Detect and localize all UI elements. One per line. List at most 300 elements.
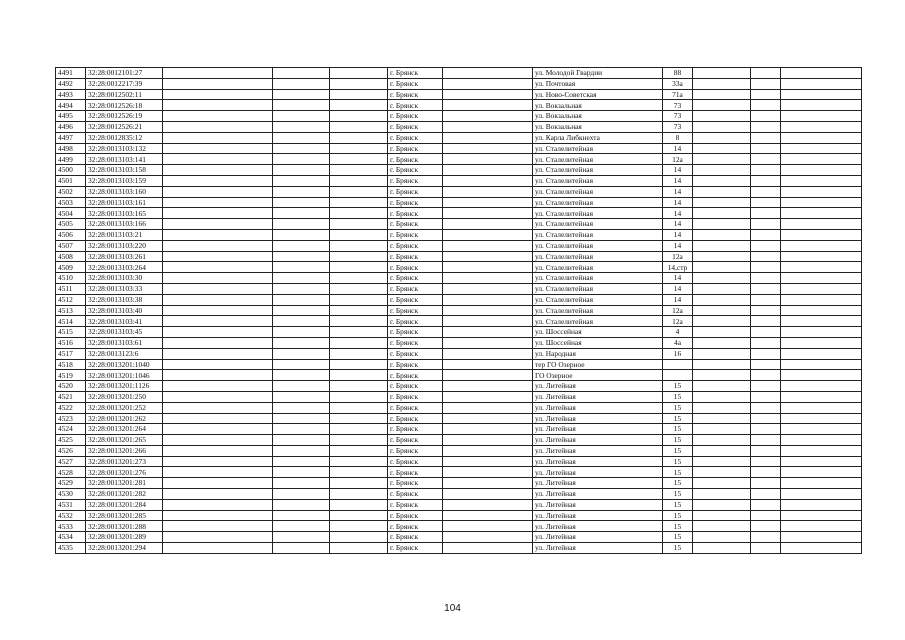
row-number-cell: 4509 <box>56 262 86 273</box>
empty-cell <box>163 467 273 478</box>
empty-cell <box>693 543 751 554</box>
city-cell: г. Брянск <box>388 337 443 348</box>
empty-cell <box>443 445 533 456</box>
empty-cell <box>751 165 781 176</box>
city-cell: г. Брянск <box>388 100 443 111</box>
empty-cell <box>273 175 330 186</box>
house-number-cell: 14 <box>663 143 693 154</box>
empty-cell <box>781 532 862 543</box>
empty-cell <box>330 262 388 273</box>
empty-cell <box>443 251 533 262</box>
city-cell: г. Брянск <box>388 499 443 510</box>
street-cell: ул. Литейная <box>533 467 663 478</box>
row-number-cell: 4526 <box>56 445 86 456</box>
empty-cell <box>330 186 388 197</box>
city-cell: г. Брянск <box>388 240 443 251</box>
empty-cell <box>751 186 781 197</box>
empty-cell <box>443 219 533 230</box>
street-cell: ул. Сталелитейная <box>533 316 663 327</box>
house-number-cell: 14 <box>663 208 693 219</box>
row-number-cell: 4510 <box>56 273 86 284</box>
empty-cell <box>693 240 751 251</box>
cadastral-number-cell: 32:28:0013201:252 <box>86 402 163 413</box>
row-number-cell: 4497 <box>56 132 86 143</box>
empty-cell <box>693 273 751 284</box>
empty-cell <box>443 262 533 273</box>
table-row <box>56 78 862 89</box>
table-row <box>56 229 862 240</box>
empty-cell <box>330 370 388 381</box>
empty-cell <box>330 381 388 392</box>
empty-cell <box>163 316 273 327</box>
empty-cell <box>273 316 330 327</box>
empty-cell <box>693 121 751 132</box>
empty-cell <box>781 283 862 294</box>
empty-cell <box>273 467 330 478</box>
empty-cell <box>163 78 273 89</box>
city-cell: г. Брянск <box>388 197 443 208</box>
empty-cell <box>751 456 781 467</box>
empty-cell <box>443 240 533 251</box>
city-cell: г. Брянск <box>388 294 443 305</box>
table-body <box>56 68 862 554</box>
cadastral-number-cell: 32:28:0013201:276 <box>86 467 163 478</box>
empty-cell <box>163 391 273 402</box>
house-number-cell: 88 <box>663 68 693 79</box>
empty-cell <box>693 78 751 89</box>
empty-cell <box>781 100 862 111</box>
table-row <box>56 489 862 500</box>
empty-cell <box>751 478 781 489</box>
empty-cell <box>163 337 273 348</box>
table-row <box>56 521 862 532</box>
table-row <box>56 499 862 510</box>
empty-cell <box>781 402 862 413</box>
house-number-cell: 4 <box>663 327 693 338</box>
empty-cell <box>443 294 533 305</box>
street-cell: ул. Литейная <box>533 478 663 489</box>
empty-cell <box>781 499 862 510</box>
empty-cell <box>163 175 273 186</box>
street-cell: ул. Сталелитейная <box>533 283 663 294</box>
street-cell: ул. Литейная <box>533 435 663 446</box>
house-number-cell: 14 <box>663 240 693 251</box>
empty-cell <box>330 327 388 338</box>
empty-cell <box>273 100 330 111</box>
empty-cell <box>163 521 273 532</box>
table-row <box>56 273 862 284</box>
empty-cell <box>443 359 533 370</box>
row-number-cell: 4527 <box>56 456 86 467</box>
empty-cell <box>751 229 781 240</box>
empty-cell <box>163 294 273 305</box>
empty-cell <box>273 435 330 446</box>
street-cell: ул. Молодой Гвардии <box>533 68 663 79</box>
empty-cell <box>443 111 533 122</box>
empty-cell <box>330 143 388 154</box>
city-cell: г. Брянск <box>388 327 443 338</box>
empty-cell <box>693 391 751 402</box>
row-number-cell: 4514 <box>56 316 86 327</box>
street-cell: ул. Литейная <box>533 532 663 543</box>
empty-cell <box>751 510 781 521</box>
empty-cell <box>781 229 862 240</box>
empty-cell <box>163 478 273 489</box>
city-cell: г. Брянск <box>388 510 443 521</box>
row-number-cell: 4511 <box>56 283 86 294</box>
empty-cell <box>330 424 388 435</box>
empty-cell <box>330 100 388 111</box>
empty-cell <box>751 294 781 305</box>
row-number-cell: 4498 <box>56 143 86 154</box>
table-row <box>56 283 862 294</box>
street-cell: ул. Сталелитейная <box>533 251 663 262</box>
empty-cell <box>781 359 862 370</box>
empty-cell <box>693 478 751 489</box>
empty-cell <box>273 78 330 89</box>
empty-cell <box>781 165 862 176</box>
empty-cell <box>693 467 751 478</box>
empty-cell <box>330 175 388 186</box>
city-cell: г. Брянск <box>388 111 443 122</box>
city-cell: г. Брянск <box>388 78 443 89</box>
city-cell: г. Брянск <box>388 251 443 262</box>
house-number-cell: 15 <box>663 532 693 543</box>
street-cell: ул. Сталелитейная <box>533 186 663 197</box>
empty-cell <box>443 208 533 219</box>
empty-cell <box>751 316 781 327</box>
street-cell: ул. Литейная <box>533 402 663 413</box>
empty-cell <box>273 294 330 305</box>
empty-cell <box>693 175 751 186</box>
house-number-cell: 15 <box>663 445 693 456</box>
empty-cell <box>781 89 862 100</box>
empty-cell <box>273 165 330 176</box>
table-row <box>56 68 862 79</box>
city-cell: г. Брянск <box>388 283 443 294</box>
cadastral-number-cell: 32:28:0013201:273 <box>86 456 163 467</box>
empty-cell <box>443 391 533 402</box>
empty-cell <box>693 456 751 467</box>
table-row <box>56 543 862 554</box>
city-cell: г. Брянск <box>388 316 443 327</box>
empty-cell <box>273 111 330 122</box>
city-cell: г. Брянск <box>388 165 443 176</box>
empty-cell <box>330 197 388 208</box>
empty-cell <box>693 251 751 262</box>
empty-cell <box>443 510 533 521</box>
empty-cell <box>781 111 862 122</box>
row-number-cell: 4503 <box>56 197 86 208</box>
empty-cell <box>330 467 388 478</box>
house-number-cell: 14,стр <box>663 262 693 273</box>
cadastral-number-cell: 32:28:0013103:159 <box>86 175 163 186</box>
empty-cell <box>781 413 862 424</box>
empty-cell <box>781 154 862 165</box>
house-number-cell: 15 <box>663 435 693 446</box>
row-number-cell: 4535 <box>56 543 86 554</box>
row-number-cell: 4513 <box>56 305 86 316</box>
empty-cell <box>781 435 862 446</box>
empty-cell <box>693 402 751 413</box>
empty-cell <box>163 154 273 165</box>
empty-cell <box>751 132 781 143</box>
empty-cell <box>693 165 751 176</box>
empty-cell <box>751 359 781 370</box>
row-number-cell: 4524 <box>56 424 86 435</box>
table-row <box>56 111 862 122</box>
cadastral-number-cell: 32:28:0013201:281 <box>86 478 163 489</box>
empty-cell <box>273 143 330 154</box>
empty-cell <box>443 435 533 446</box>
city-cell: г. Брянск <box>388 132 443 143</box>
empty-cell <box>751 219 781 230</box>
street-cell: ул. Вокзальная <box>533 100 663 111</box>
table-row <box>56 240 862 251</box>
empty-cell <box>330 391 388 402</box>
cadastral-number-cell: 32:28:0012502:11 <box>86 89 163 100</box>
table-row <box>56 294 862 305</box>
empty-cell <box>330 337 388 348</box>
street-cell: ул. Сталелитейная <box>533 229 663 240</box>
empty-cell <box>330 305 388 316</box>
empty-cell <box>273 348 330 359</box>
city-cell: г. Брянск <box>388 370 443 381</box>
street-cell: ул. Карла Либкнехта <box>533 132 663 143</box>
empty-cell <box>693 132 751 143</box>
cadastral-number-cell: 32:28:0012217:39 <box>86 78 163 89</box>
city-cell: г. Брянск <box>388 489 443 500</box>
empty-cell <box>163 370 273 381</box>
table-row <box>56 402 862 413</box>
cadastral-number-cell: 32:28:0013103:161 <box>86 197 163 208</box>
empty-cell <box>781 521 862 532</box>
empty-cell <box>163 305 273 316</box>
city-cell: г. Брянск <box>388 208 443 219</box>
empty-cell <box>781 327 862 338</box>
table-row <box>56 478 862 489</box>
empty-cell <box>693 294 751 305</box>
house-number-cell: 73 <box>663 111 693 122</box>
empty-cell <box>163 532 273 543</box>
row-number-cell: 4505 <box>56 219 86 230</box>
empty-cell <box>693 381 751 392</box>
street-cell: ул. Сталелитейная <box>533 240 663 251</box>
empty-cell <box>443 305 533 316</box>
row-number-cell: 4520 <box>56 381 86 392</box>
house-number-cell: 15 <box>663 478 693 489</box>
empty-cell <box>273 402 330 413</box>
empty-cell <box>443 478 533 489</box>
street-cell: ул. Сталелитейная <box>533 165 663 176</box>
empty-cell <box>693 499 751 510</box>
cadastral-number-cell: 32:28:0013201:262 <box>86 413 163 424</box>
empty-cell <box>781 510 862 521</box>
empty-cell <box>781 348 862 359</box>
empty-cell <box>751 197 781 208</box>
empty-cell <box>330 456 388 467</box>
empty-cell <box>163 402 273 413</box>
empty-cell <box>781 478 862 489</box>
empty-cell <box>163 197 273 208</box>
city-cell: г. Брянск <box>388 413 443 424</box>
empty-cell <box>163 435 273 446</box>
cadastral-number-cell: 32:28:0013201:289 <box>86 532 163 543</box>
empty-cell <box>273 456 330 467</box>
cadastral-number-cell: 32:28:0013103:160 <box>86 186 163 197</box>
row-number-cell: 4496 <box>56 121 86 132</box>
house-number-cell: 15 <box>663 543 693 554</box>
empty-cell <box>163 413 273 424</box>
empty-cell <box>163 186 273 197</box>
empty-cell <box>781 370 862 381</box>
table-row <box>56 391 862 402</box>
street-cell: ул. Литейная <box>533 499 663 510</box>
table-row <box>56 532 862 543</box>
city-cell: г. Брянск <box>388 391 443 402</box>
empty-cell <box>273 283 330 294</box>
empty-cell <box>751 445 781 456</box>
empty-cell <box>443 121 533 132</box>
empty-cell <box>781 175 862 186</box>
empty-cell <box>751 154 781 165</box>
empty-cell <box>330 89 388 100</box>
empty-cell <box>751 251 781 262</box>
empty-cell <box>781 337 862 348</box>
row-number-cell: 4523 <box>56 413 86 424</box>
empty-cell <box>163 262 273 273</box>
city-cell: г. Брянск <box>388 435 443 446</box>
city-cell: г. Брянск <box>388 424 443 435</box>
table-row <box>56 445 862 456</box>
empty-cell <box>330 132 388 143</box>
row-number-cell: 4533 <box>56 521 86 532</box>
city-cell: г. Брянск <box>388 89 443 100</box>
empty-cell <box>273 337 330 348</box>
table-row <box>56 381 862 392</box>
empty-cell <box>330 521 388 532</box>
empty-cell <box>693 283 751 294</box>
street-cell: ул. Литейная <box>533 510 663 521</box>
table-row <box>56 510 862 521</box>
empty-cell <box>693 208 751 219</box>
row-number-cell: 4501 <box>56 175 86 186</box>
empty-cell <box>330 229 388 240</box>
empty-cell <box>273 240 330 251</box>
cadastral-number-cell: 32:28:0013201:282 <box>86 489 163 500</box>
empty-cell <box>163 273 273 284</box>
empty-cell <box>443 381 533 392</box>
row-number-cell: 4494 <box>56 100 86 111</box>
street-cell: ул. Литейная <box>533 381 663 392</box>
street-cell: ул. Сталелитейная <box>533 294 663 305</box>
empty-cell <box>751 424 781 435</box>
house-number-cell: 14 <box>663 197 693 208</box>
empty-cell <box>781 381 862 392</box>
table-row <box>56 359 862 370</box>
house-number-cell <box>663 359 693 370</box>
city-cell: г. Брянск <box>388 305 443 316</box>
cadastral-number-cell: 32:28:0013201:1126 <box>86 381 163 392</box>
empty-cell <box>781 543 862 554</box>
empty-cell <box>693 359 751 370</box>
row-number-cell: 4492 <box>56 78 86 89</box>
empty-cell <box>751 100 781 111</box>
house-number-cell: 16 <box>663 348 693 359</box>
empty-cell <box>330 348 388 359</box>
street-cell: ул. Почтовая <box>533 78 663 89</box>
cadastral-number-cell: 32:28:0013201:285 <box>86 510 163 521</box>
empty-cell <box>163 543 273 554</box>
empty-cell <box>163 143 273 154</box>
street-cell: ул. Сталелитейная <box>533 143 663 154</box>
empty-cell <box>781 424 862 435</box>
row-number-cell: 4506 <box>56 229 86 240</box>
empty-cell <box>693 413 751 424</box>
empty-cell <box>781 240 862 251</box>
empty-cell <box>693 348 751 359</box>
empty-cell <box>443 456 533 467</box>
empty-cell <box>781 251 862 262</box>
empty-cell <box>330 532 388 543</box>
page-number: 104 <box>444 603 461 614</box>
empty-cell <box>163 499 273 510</box>
house-number-cell: 15 <box>663 499 693 510</box>
table-row <box>56 316 862 327</box>
empty-cell <box>751 89 781 100</box>
empty-cell <box>330 402 388 413</box>
house-number-cell: 15 <box>663 489 693 500</box>
empty-cell <box>163 251 273 262</box>
empty-cell <box>273 478 330 489</box>
cadastral-number-cell: 32:28:0013103:45 <box>86 327 163 338</box>
empty-cell <box>163 165 273 176</box>
empty-cell <box>330 543 388 554</box>
empty-cell <box>273 186 330 197</box>
empty-cell <box>751 240 781 251</box>
empty-cell <box>273 543 330 554</box>
street-cell: ул. Литейная <box>533 543 663 554</box>
row-number-cell: 4512 <box>56 294 86 305</box>
table-row <box>56 413 862 424</box>
street-cell: ул. Литейная <box>533 489 663 500</box>
empty-cell <box>163 229 273 240</box>
empty-cell <box>443 143 533 154</box>
empty-cell <box>693 262 751 273</box>
empty-cell <box>781 132 862 143</box>
cadastral-number-cell: 32:28:0013103:38 <box>86 294 163 305</box>
house-number-cell: 33а <box>663 78 693 89</box>
city-cell: г. Брянск <box>388 68 443 79</box>
street-cell: ул. Ново-Советская <box>533 89 663 100</box>
empty-cell <box>693 229 751 240</box>
cadastral-number-cell: 32:28:0013103:261 <box>86 251 163 262</box>
cadastral-number-cell: 32:28:0013201:294 <box>86 543 163 554</box>
cadastral-number-cell: 32:28:0013103:165 <box>86 208 163 219</box>
city-cell: г. Брянск <box>388 467 443 478</box>
empty-cell <box>693 445 751 456</box>
empty-cell <box>693 154 751 165</box>
street-cell: ул. Литейная <box>533 445 663 456</box>
empty-cell <box>781 305 862 316</box>
empty-cell <box>330 445 388 456</box>
empty-cell <box>443 424 533 435</box>
table-row <box>56 219 862 230</box>
empty-cell <box>273 510 330 521</box>
empty-cell <box>443 402 533 413</box>
row-number-cell: 4495 <box>56 111 86 122</box>
registry-table <box>55 67 862 554</box>
